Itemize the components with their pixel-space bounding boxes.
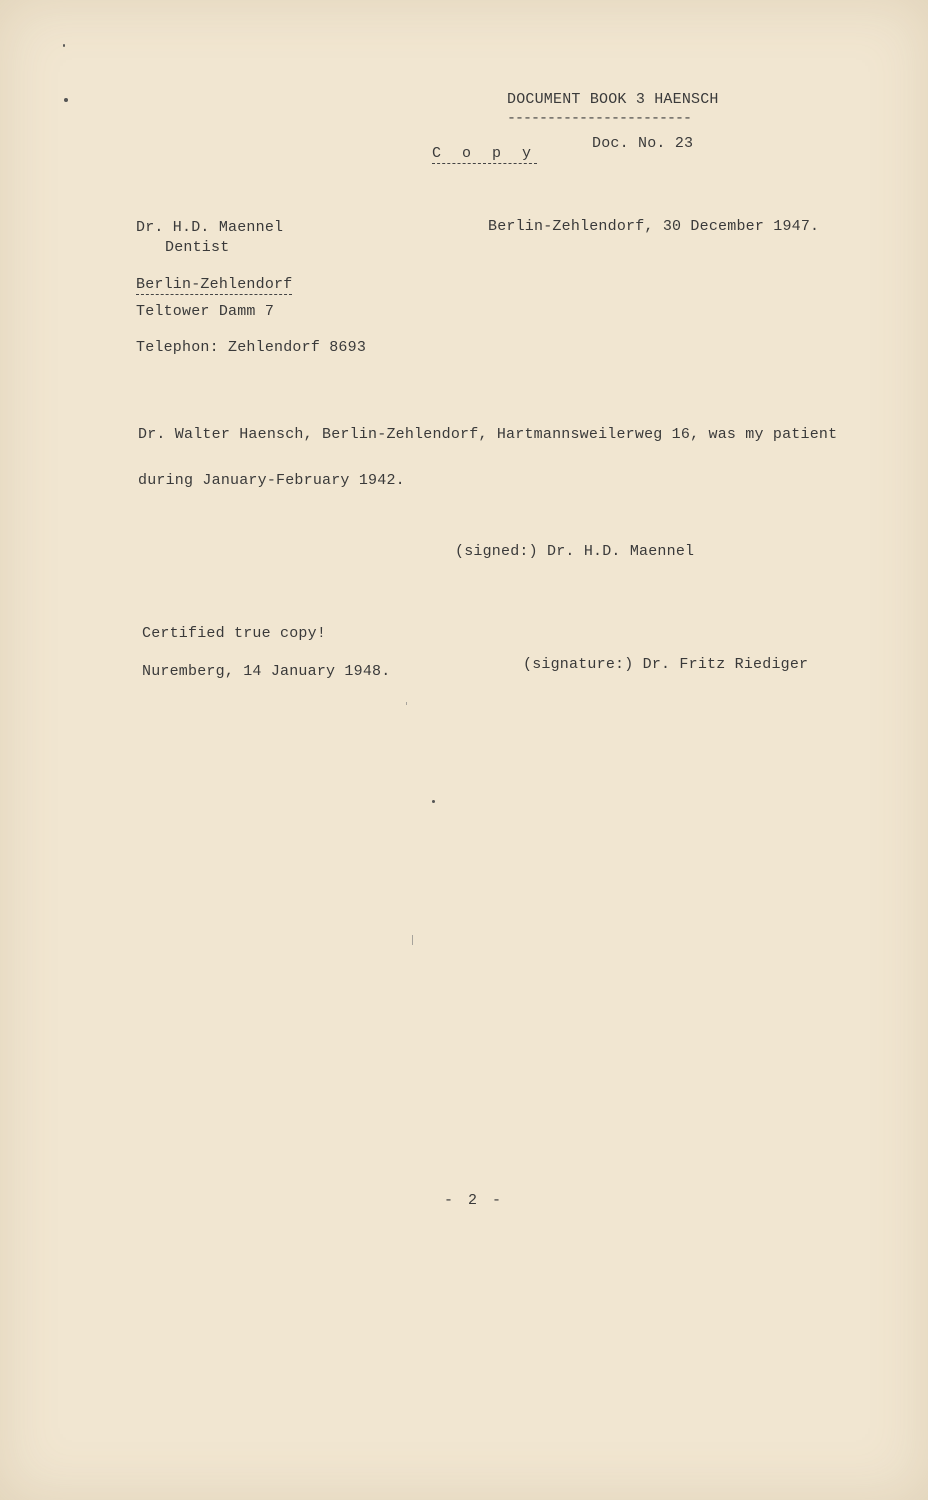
body-line-1: Dr. Walter Haensch, Berlin-Zehlendorf, Hartmannsweilerweg 16, was my patient [138, 426, 838, 443]
certification-signature: (signature:) Dr. Fritz Riediger [523, 656, 809, 673]
paper-scratch [406, 702, 407, 705]
paper-speck [432, 800, 435, 803]
body-line-2: during January-February 1942. [138, 472, 405, 489]
paper-speck [64, 98, 68, 102]
copy-label: C o p y [432, 145, 538, 162]
paper-speck [63, 44, 65, 47]
document-number: Doc. No. 23 [592, 135, 694, 152]
sender-title: Dentist [165, 239, 230, 256]
paper-scratch [412, 935, 413, 945]
signed-line: (signed:) Dr. H.D. Maennel [455, 543, 695, 560]
sender-street: Teltower Damm 7 [136, 303, 275, 320]
sender-name: Dr. H.D. Maennel [136, 219, 284, 236]
certification-label: Certified true copy! [142, 625, 327, 642]
sender-phone: Telephon: Zehlendorf 8693 [136, 339, 367, 356]
heading-rule: ----------------------- [507, 110, 692, 127]
page-number: - 2 - [444, 1192, 505, 1209]
certification-place-date: Nuremberg, 14 January 1948. [142, 663, 391, 680]
document-book-heading: DOCUMENT BOOK 3 HAENSCH [507, 91, 719, 108]
letter-place-date: Berlin-Zehlendorf, 30 December 1947. [488, 218, 820, 235]
sender-city: Berlin-Zehlendorf [136, 276, 293, 293]
